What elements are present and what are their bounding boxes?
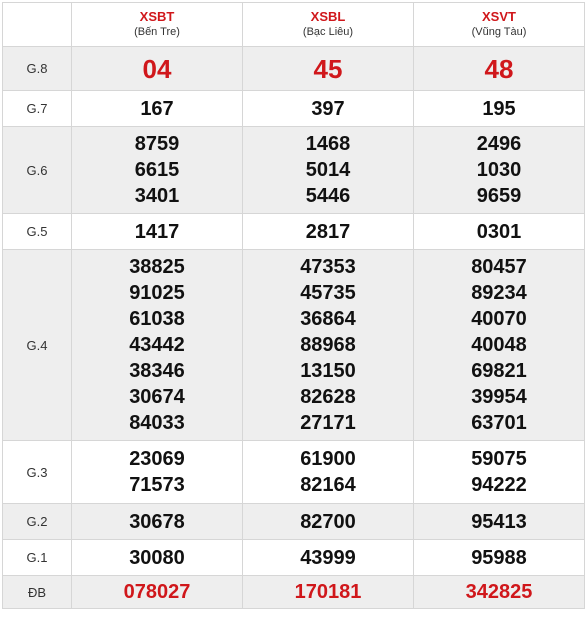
prize-cell [414,47,585,91]
province-name: (Vũng Tàu) [471,26,527,38]
prize-number: 8759 [134,133,180,155]
prize-number: 63701 [471,412,527,434]
prize-cell [414,127,585,214]
province-header-baclieu[interactable] [243,3,414,47]
prize-cell [414,540,585,576]
prize-cell [72,214,243,250]
province-header-bentre[interactable] [72,3,243,47]
prize-cell [72,47,243,91]
prize-number: 95988 [471,546,527,569]
prize-label: G.8 [3,47,72,91]
prize-cell [414,504,585,540]
prize-number: 9659 [476,185,522,207]
prize-cell [72,127,243,214]
prize-number: 170181 [294,581,362,603]
prize-row [3,576,585,609]
prize-number: 71573 [129,474,185,496]
prize-number: 45735 [300,282,356,304]
prize-row [3,504,585,540]
prize-number: 95413 [471,510,527,533]
prize-number: 167 [140,97,174,120]
prize-cell [243,91,414,127]
province-name: (Bạc Liêu) [302,26,354,38]
prize-number: 38346 [129,360,185,382]
province-code[interactable]: XSVT [482,9,516,24]
prize-number: 61900 [300,448,356,470]
prize-label: G.5 [3,214,72,250]
prize-number: 39954 [471,386,527,408]
prize-number: 61038 [129,308,185,330]
prize-number: 5446 [305,185,351,207]
prize-number: 27171 [300,412,356,434]
prize-cell [72,441,243,504]
lottery-results-table [2,2,585,609]
prize-number: 078027 [123,581,191,603]
prize-number: 5014 [305,159,351,181]
prize-number: 40070 [471,308,527,330]
prize-row [3,214,585,250]
prize-number: 40048 [471,334,527,356]
prize-cell [243,540,414,576]
prize-row [3,127,585,214]
prize-cell [72,576,243,609]
prize-number: 13150 [300,360,356,382]
prize-label: G.6 [3,127,72,214]
prize-row [3,91,585,127]
prize-cell [243,576,414,609]
province-header-row [3,3,585,47]
prize-row [3,47,585,91]
prize-cell [243,127,414,214]
prize-number: 48 [484,53,514,84]
prize-number: 84033 [129,412,185,434]
prize-label: G.7 [3,91,72,127]
prize-rows [3,47,585,609]
prize-number: 80457 [471,256,527,278]
prize-number: 2496 [476,133,522,155]
prize-row [3,250,585,441]
prize-number: 1030 [476,159,522,181]
prize-number: 69821 [471,360,527,382]
prize-number: 91025 [129,282,185,304]
prize-number: 82164 [300,474,356,496]
prize-cell [414,576,585,609]
corner-cell [3,3,72,47]
prize-row [3,441,585,504]
prize-label: G.3 [3,441,72,504]
prize-cell [72,91,243,127]
prize-cell [414,441,585,504]
prize-number: 43999 [300,546,356,569]
prize-number: 89234 [471,282,527,304]
prize-number: 30678 [129,510,185,533]
prize-number: 1417 [134,220,180,243]
prize-label: G.1 [3,540,72,576]
prize-number: 04 [142,53,172,84]
prize-number: 397 [311,97,345,120]
province-code[interactable]: XSBL [310,9,346,24]
prize-number: 30080 [129,546,185,569]
prize-number: 3401 [134,185,180,207]
prize-cell [72,540,243,576]
prize-label: G.4 [3,250,72,441]
prize-number: 88968 [300,334,356,356]
prize-number: 38825 [129,256,185,278]
prize-number: 45 [313,53,343,84]
province-name: (Bến Tre) [134,26,180,38]
prize-number: 82700 [300,510,356,533]
prize-number: 1468 [305,133,351,155]
prize-number: 82628 [300,386,356,408]
prize-number: 43442 [129,334,185,356]
prize-label: G.2 [3,504,72,540]
prize-cell [243,504,414,540]
prize-number: 342825 [465,581,533,603]
prize-cell [414,214,585,250]
prize-number: 47353 [300,256,356,278]
prize-cell [414,91,585,127]
prize-cell [414,250,585,441]
prize-number: 59075 [471,448,527,470]
prize-cell [243,441,414,504]
prize-number: 195 [482,97,516,120]
prize-number: 30674 [129,386,185,408]
prize-number: 23069 [129,448,185,470]
prize-number: 94222 [471,474,527,496]
province-header-vungtau[interactable] [414,3,585,47]
province-code[interactable]: XSBT [139,9,175,24]
prize-cell [72,504,243,540]
prize-cell [243,47,414,91]
prize-row [3,540,585,576]
prize-cell [243,250,414,441]
prize-label: ĐB [3,576,72,609]
prize-number: 2817 [305,220,351,243]
prize-number: 0301 [476,220,522,243]
prize-number: 6615 [134,159,180,181]
prize-cell [72,250,243,441]
prize-cell [243,214,414,250]
prize-number: 36864 [300,308,356,330]
